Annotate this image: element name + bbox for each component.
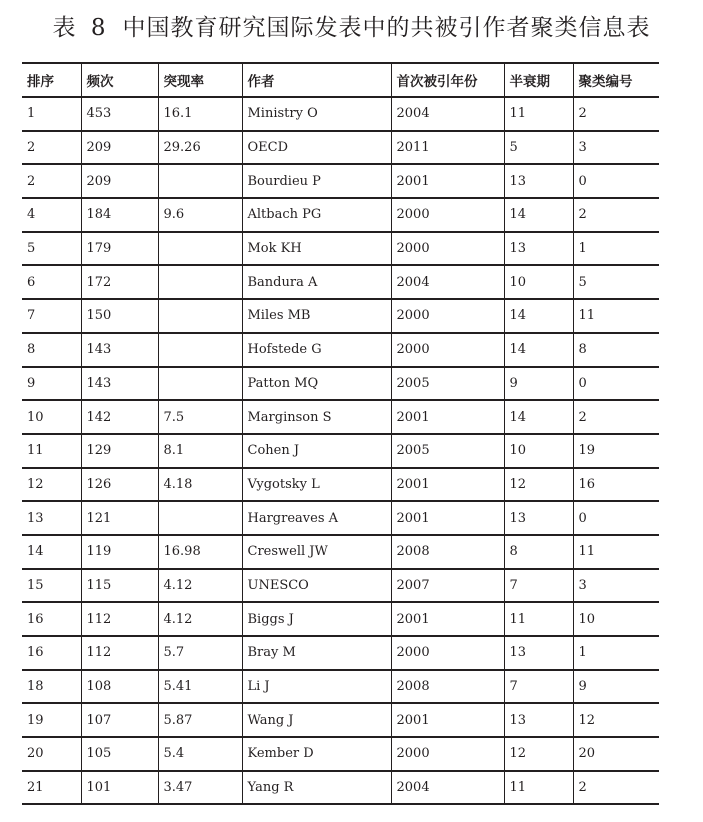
cell-first-cited-year: 2000 (391, 737, 504, 771)
cell-first-cited-year: 2001 (391, 703, 504, 737)
cell-first-cited-year: 2001 (391, 164, 504, 198)
cell-burst: 7.5 (158, 400, 242, 434)
cell-rank: 13 (22, 501, 81, 535)
cell-burst: 5.87 (158, 703, 242, 737)
cell-half-life: 7 (504, 569, 573, 603)
table-title-number: 8 (90, 15, 107, 41)
cell-half-life: 14 (504, 400, 573, 434)
cell-burst (158, 367, 242, 401)
cell-half-life: 13 (504, 232, 573, 266)
table-row (22, 131, 659, 165)
cell-cluster-id: 2 (573, 97, 659, 131)
cell-author: Cohen J (242, 434, 391, 468)
cell-first-cited-year: 2001 (391, 501, 504, 535)
table-row (22, 703, 659, 737)
cell-author: Biggs J (242, 602, 391, 636)
cell-rank: 15 (22, 569, 81, 603)
cell-half-life: 10 (504, 265, 573, 299)
table-row (22, 265, 659, 299)
cell-half-life: 14 (504, 299, 573, 333)
cell-first-cited-year: 2000 (391, 636, 504, 670)
cell-burst: 9.6 (158, 198, 242, 232)
column-header-half-life: 半衰期 (504, 63, 573, 97)
cell-burst (158, 333, 242, 367)
cell-author: OECD (242, 131, 391, 165)
cell-burst (158, 164, 242, 198)
cell-rank: 2 (22, 131, 81, 165)
cell-author: Mok KH (242, 232, 391, 266)
cell-rank: 16 (22, 602, 81, 636)
table-title (0, 10, 703, 46)
table-title-text: 中国教育研究国际发表中的共被引作者聚类信息表 (122, 15, 651, 41)
cell-burst: 29.26 (158, 131, 242, 165)
cell-half-life: 11 (504, 97, 573, 131)
cell-rank: 7 (22, 299, 81, 333)
cell-cluster-id: 0 (573, 367, 659, 401)
cell-first-cited-year: 2005 (391, 367, 504, 401)
table-header (22, 63, 659, 97)
table-row (22, 367, 659, 401)
cell-frequency: 129 (81, 434, 158, 468)
column-header-burst: 突现率 (158, 63, 242, 97)
cell-half-life: 13 (504, 164, 573, 198)
column-header-author: 作者 (242, 63, 391, 97)
cell-burst (158, 299, 242, 333)
cell-cluster-id: 2 (573, 400, 659, 434)
table-row (22, 434, 659, 468)
cell-rank: 5 (22, 232, 81, 266)
cell-burst: 3.47 (158, 771, 242, 805)
table-row (22, 468, 659, 502)
table-row (22, 670, 659, 704)
cell-first-cited-year: 2008 (391, 670, 504, 704)
cell-half-life: 13 (504, 636, 573, 670)
cell-burst: 4.12 (158, 569, 242, 603)
cell-frequency: 126 (81, 468, 158, 502)
cell-cluster-id: 20 (573, 737, 659, 771)
cell-cluster-id: 0 (573, 164, 659, 198)
cell-burst (158, 265, 242, 299)
cell-half-life: 13 (504, 703, 573, 737)
cell-frequency: 101 (81, 771, 158, 805)
cell-author: Wang J (242, 703, 391, 737)
cell-cluster-id: 8 (573, 333, 659, 367)
cell-frequency: 209 (81, 131, 158, 165)
cell-author: Yang R (242, 771, 391, 805)
cell-cluster-id: 11 (573, 535, 659, 569)
column-header-first-cited-year: 首次被引年份 (391, 63, 504, 97)
cell-half-life: 11 (504, 771, 573, 805)
cell-burst: 4.18 (158, 468, 242, 502)
cell-burst: 4.12 (158, 602, 242, 636)
cell-rank: 10 (22, 400, 81, 434)
cell-first-cited-year: 2000 (391, 333, 504, 367)
cell-cluster-id: 10 (573, 602, 659, 636)
cell-half-life: 12 (504, 737, 573, 771)
cell-burst: 8.1 (158, 434, 242, 468)
cell-first-cited-year: 2011 (391, 131, 504, 165)
cell-cluster-id: 19 (573, 434, 659, 468)
cell-cluster-id: 2 (573, 771, 659, 805)
cell-frequency: 107 (81, 703, 158, 737)
table-row (22, 535, 659, 569)
cell-frequency: 108 (81, 670, 158, 704)
cell-author: Hofstede G (242, 333, 391, 367)
cell-rank: 12 (22, 468, 81, 502)
cell-author: Li J (242, 670, 391, 704)
cell-author: Miles MB (242, 299, 391, 333)
cell-cluster-id: 2 (573, 198, 659, 232)
cell-cluster-id: 9 (573, 670, 659, 704)
cell-rank: 8 (22, 333, 81, 367)
cell-burst: 5.7 (158, 636, 242, 670)
cell-burst (158, 232, 242, 266)
cell-cluster-id: 1 (573, 636, 659, 670)
cell-first-cited-year: 2007 (391, 569, 504, 603)
cell-half-life: 7 (504, 670, 573, 704)
cell-rank: 2 (22, 164, 81, 198)
cell-cluster-id: 11 (573, 299, 659, 333)
cell-author: Bandura A (242, 265, 391, 299)
cell-author: Bourdieu P (242, 164, 391, 198)
cell-frequency: 105 (81, 737, 158, 771)
cell-cluster-id: 3 (573, 131, 659, 165)
cell-author: Ministry O (242, 97, 391, 131)
cell-rank: 9 (22, 367, 81, 401)
cell-half-life: 9 (504, 367, 573, 401)
cell-frequency: 142 (81, 400, 158, 434)
cell-first-cited-year: 2004 (391, 97, 504, 131)
cell-half-life: 12 (504, 468, 573, 502)
cell-cluster-id: 1 (573, 232, 659, 266)
cell-first-cited-year: 2001 (391, 468, 504, 502)
cell-first-cited-year: 2000 (391, 299, 504, 333)
cell-author: UNESCO (242, 569, 391, 603)
cell-rank: 18 (22, 670, 81, 704)
cell-cluster-id: 3 (573, 569, 659, 603)
cell-first-cited-year: 2000 (391, 198, 504, 232)
cell-frequency: 119 (81, 535, 158, 569)
cell-half-life: 8 (504, 535, 573, 569)
cell-frequency: 184 (81, 198, 158, 232)
cell-frequency: 150 (81, 299, 158, 333)
cell-first-cited-year: 2001 (391, 400, 504, 434)
cell-rank: 1 (22, 97, 81, 131)
cell-half-life: 14 (504, 198, 573, 232)
cell-frequency: 143 (81, 367, 158, 401)
cell-frequency: 172 (81, 265, 158, 299)
table-row (22, 569, 659, 603)
cell-burst (158, 501, 242, 535)
cell-half-life: 11 (504, 602, 573, 636)
cell-burst: 16.1 (158, 97, 242, 131)
table-row (22, 400, 659, 434)
cell-cluster-id: 12 (573, 703, 659, 737)
cell-frequency: 115 (81, 569, 158, 603)
cell-author: Altbach PG (242, 198, 391, 232)
cell-frequency: 209 (81, 164, 158, 198)
cell-author: Vygotsky L (242, 468, 391, 502)
cell-rank: 4 (22, 198, 81, 232)
cell-first-cited-year: 2004 (391, 771, 504, 805)
table-row (22, 636, 659, 670)
cell-rank: 20 (22, 737, 81, 771)
cell-frequency: 112 (81, 602, 158, 636)
cell-frequency: 453 (81, 97, 158, 131)
table-row (22, 232, 659, 266)
table-row (22, 602, 659, 636)
cell-first-cited-year: 2004 (391, 265, 504, 299)
cell-rank: 21 (22, 771, 81, 805)
cell-author: Kember D (242, 737, 391, 771)
table-row (22, 299, 659, 333)
cell-first-cited-year: 2005 (391, 434, 504, 468)
cell-half-life: 10 (504, 434, 573, 468)
table-row (22, 737, 659, 771)
column-header-frequency: 频次 (81, 63, 158, 97)
cell-half-life: 5 (504, 131, 573, 165)
table-body (22, 97, 659, 804)
cell-burst: 16.98 (158, 535, 242, 569)
cell-cluster-id: 5 (573, 265, 659, 299)
column-header-rank: 排序 (22, 63, 81, 97)
cell-rank: 14 (22, 535, 81, 569)
cell-frequency: 143 (81, 333, 158, 367)
cell-first-cited-year: 2000 (391, 232, 504, 266)
cell-half-life: 13 (504, 501, 573, 535)
cell-author: Creswell JW (242, 535, 391, 569)
cell-author: Marginson S (242, 400, 391, 434)
header-row (22, 63, 659, 97)
table-row (22, 771, 659, 805)
cell-cluster-id: 0 (573, 501, 659, 535)
cell-author: Patton MQ (242, 367, 391, 401)
cell-cluster-id: 16 (573, 468, 659, 502)
cell-author: Bray M (242, 636, 391, 670)
cell-frequency: 112 (81, 636, 158, 670)
cell-burst: 5.41 (158, 670, 242, 704)
cell-burst: 5.4 (158, 737, 242, 771)
cell-rank: 16 (22, 636, 81, 670)
table-title-label: 表 (52, 15, 77, 41)
table-row (22, 97, 659, 131)
cell-frequency: 179 (81, 232, 158, 266)
cell-author: Hargreaves A (242, 501, 391, 535)
cell-frequency: 121 (81, 501, 158, 535)
column-header-cluster-id: 聚类编号 (573, 63, 659, 97)
co-citation-table (22, 62, 659, 805)
cell-first-cited-year: 2001 (391, 602, 504, 636)
cell-rank: 19 (22, 703, 81, 737)
cell-first-cited-year: 2008 (391, 535, 504, 569)
table-row (22, 501, 659, 535)
table-row (22, 198, 659, 232)
table-row (22, 164, 659, 198)
cell-half-life: 14 (504, 333, 573, 367)
table-row (22, 333, 659, 367)
cell-rank: 6 (22, 265, 81, 299)
cell-rank: 11 (22, 434, 81, 468)
